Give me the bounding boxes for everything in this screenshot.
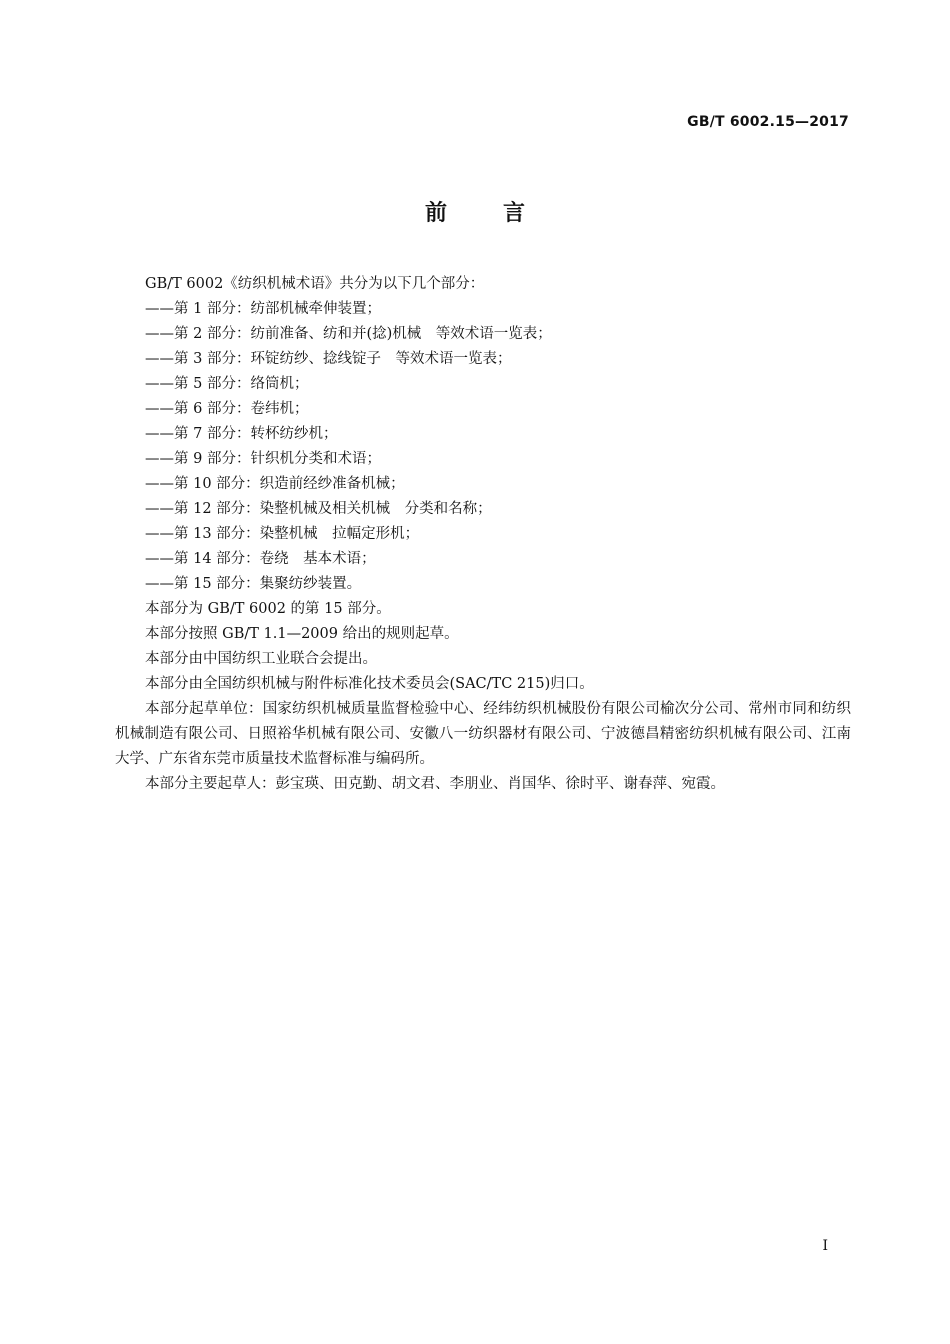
intro-paragraph: GB/T 6002《纺织机械术语》共分为以下几个部分： bbox=[145, 276, 485, 292]
list-item: ——第 6 部分：卷纬机； bbox=[145, 401, 309, 417]
committee-paragraph: 本部分由全国纺织机械与附件标准化技术委员会(SAC/TC 215)归口。 bbox=[145, 676, 594, 692]
list-item: ——第 12 部分：染整机械及相关机械 分类和名称； bbox=[145, 501, 492, 517]
list-item: ——第 13 部分：染整机械 拉幅定形机； bbox=[145, 526, 420, 542]
document-code: GB/T 6002.15—2017 bbox=[687, 114, 849, 130]
foreword-body bbox=[115, 272, 851, 797]
drafters-paragraph: 本部分主要起草人：彭宝瑛、田克勤、胡文君、李朋业、肖国华、徐时平、谢春萍、宛霞。 bbox=[145, 776, 725, 792]
page-title: 前言 bbox=[424, 201, 581, 226]
list-item: ——第 14 部分：卷绕 基本术语； bbox=[145, 551, 376, 567]
parts-list bbox=[115, 297, 851, 597]
list-item: ——第 5 部分：络筒机； bbox=[145, 376, 309, 392]
list-item: ——第 3 部分：环锭纺纱、捻线锭子 等效术语一览表； bbox=[145, 351, 512, 367]
list-item: ——第 9 部分：针织机分类和术语； bbox=[145, 451, 381, 467]
list-item: ——第 1 部分：纺部机械牵伸装置； bbox=[145, 301, 381, 317]
page-number: I bbox=[822, 1238, 828, 1254]
list-item: ——第 2 部分：纺前准备、纺和并(捻)机械 等效术语一览表； bbox=[145, 326, 552, 342]
drafting-rules-paragraph: 本部分按照 GB/T 1.1—2009 给出的规则起草。 bbox=[145, 626, 459, 642]
list-item: ——第 7 部分：转杯纺纱机； bbox=[145, 426, 338, 442]
part-number-paragraph: 本部分为 GB/T 6002 的第 15 部分。 bbox=[145, 601, 391, 617]
list-item: ——第 10 部分：织造前经纱准备机械； bbox=[145, 476, 405, 492]
proposer-paragraph: 本部分由中国纺织工业联合会提出。 bbox=[145, 651, 377, 667]
drafting-units-paragraph: 本部分起草单位：国家纺织机械质量监督检验中心、经纬纺织机械股份有限公司榆次分公司、常州市同和纺织机械制造有限公司、日照裕华机械有限公司、安徽八一纺织器材有限公司、宁波德昌精密纺织机械有限公司、江南大学、广东省东莞市质量技术监督标准与编码所。 bbox=[115, 701, 851, 767]
list-item: ——第 15 部分：集聚纺纱装置。 bbox=[145, 576, 362, 592]
